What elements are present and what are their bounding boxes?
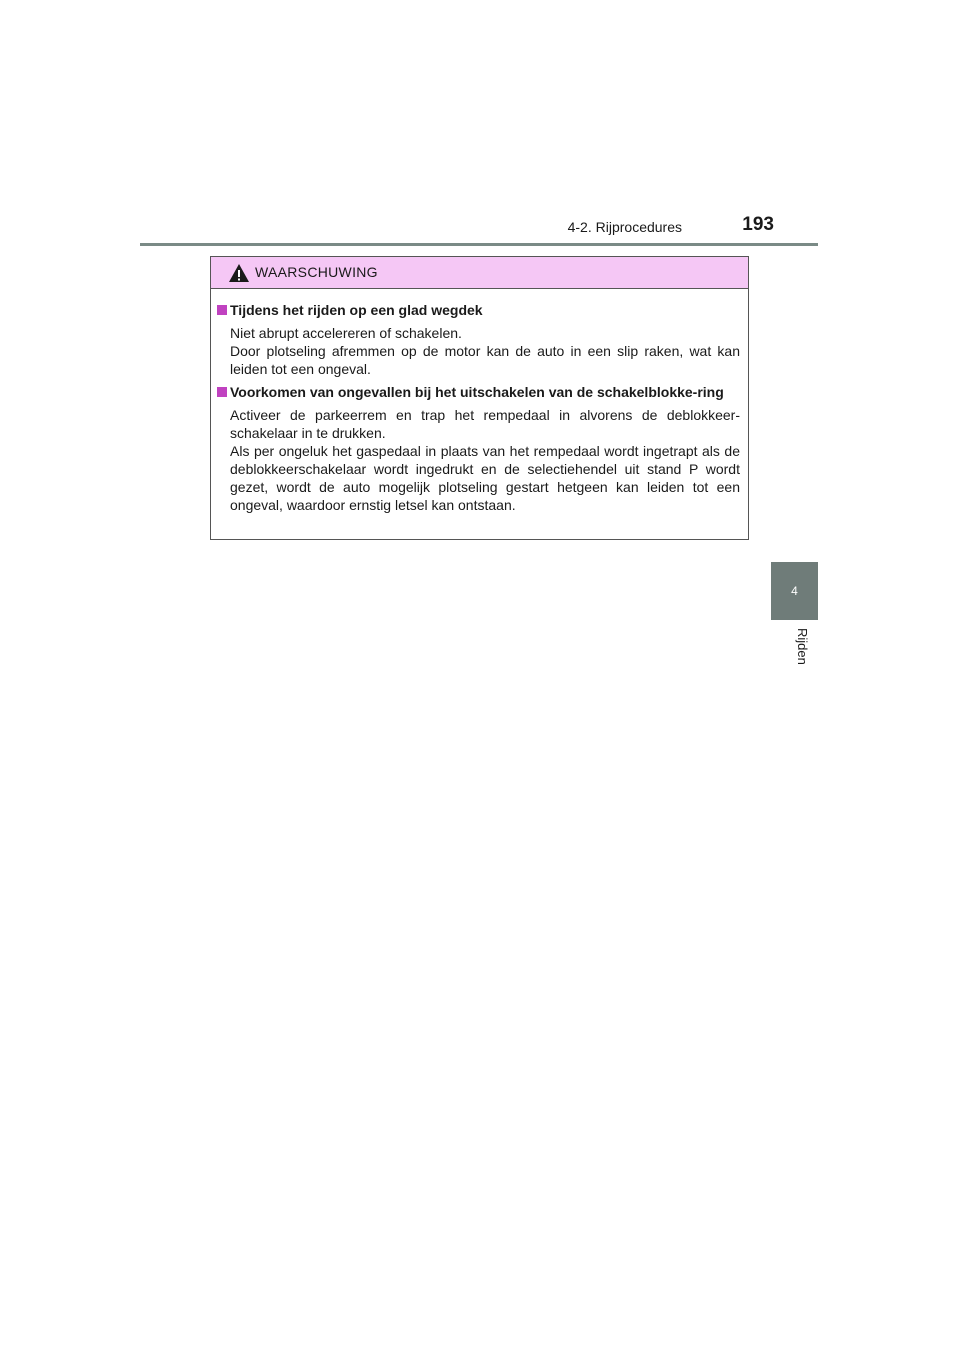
warning-title: WAARSCHUWING [255,264,378,280]
chapter-tab[interactable] [771,562,818,620]
warning-item [217,383,740,514]
warning-body [211,289,748,514]
warning-item-title: Tijdens het rijden op een glad wegdek [217,301,740,319]
warning-header [211,257,748,289]
chapter-label: Rijden [795,628,810,665]
warning-box [210,256,749,540]
square-bullet-icon [217,305,227,315]
page-number: 193 [742,214,774,235]
square-bullet-icon [217,387,227,397]
warning-triangle-icon [228,263,250,283]
warning-paragraph: Activeer de parkeerrem en trap het rempedaal in alvorens de deblokkeer-schakelaar in te drukken. [230,407,740,441]
section-title: 4-2. Rijprocedures [567,219,682,235]
warning-paragraph: Niet abrupt accelereren of schakelen. [230,325,462,341]
warning-paragraph: Door plotseling afremmen op de motor kan de auto in een slip raken, wat kan leiden tot een ongeval. [230,343,740,377]
header-divider [140,243,818,246]
warning-item [217,301,740,378]
chapter-number: 4 [791,584,798,598]
warning-item-title: Voorkomen van ongevallen bij het uitschakelen van de schakelblokke-ring [217,383,740,401]
warning-paragraph: Als per ongeluk het gaspedaal in plaats van het rempedaal wordt ingetrapt als de deblokkeerschakelaar wordt ingedrukt en de selectiehendel uit stand P wordt gezet, wordt de auto mogelijk plotseling gestart hetgeen kan leiden tot een ongeval, waardoor ernstig letsel kan ontstaan. [230,443,740,513]
